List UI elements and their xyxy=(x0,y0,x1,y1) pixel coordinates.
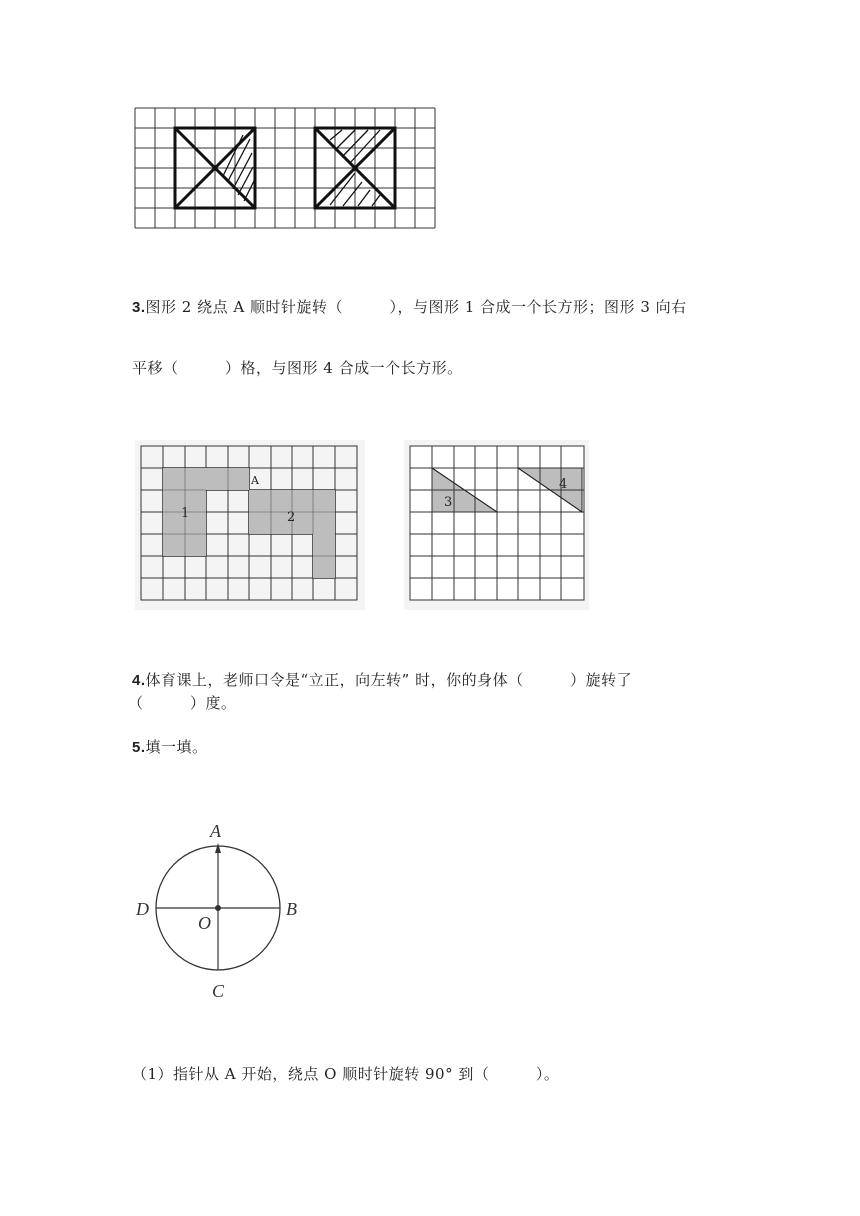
q4-number: 4. xyxy=(132,672,146,689)
q3-number: 3. xyxy=(132,299,146,316)
q3-right-figure xyxy=(404,440,589,610)
q4-text-line1: 体育课上，老师口令是“立正，向左转” 时，你的身体（ ）旋转了 xyxy=(145,671,633,689)
circle-diagram xyxy=(130,815,320,1005)
q3-line2: 平移（ ）格，与图形 4 合成一个长方形。 xyxy=(132,359,463,377)
label-A: A xyxy=(210,821,221,841)
shape-3-label: 3 xyxy=(444,495,453,510)
q4-line1 xyxy=(132,669,632,690)
label-D: D xyxy=(136,899,149,919)
center-point xyxy=(215,905,221,911)
q5-sub1: （1）指针从 A 开始，绕点 O 顺时针旋转 90° 到（ ）。 xyxy=(132,1065,560,1083)
q3-left-figure xyxy=(135,440,365,610)
top-grid-figure xyxy=(130,105,450,235)
shape-1-label: 1 xyxy=(181,506,190,521)
q5-title-text: 填一填。 xyxy=(145,738,208,756)
label-O: O xyxy=(198,913,211,933)
q5-number: 5. xyxy=(132,739,146,756)
label-C: C xyxy=(212,981,225,1001)
point-A-label: A xyxy=(251,474,259,487)
q3-text-line1: 图形 2 绕点 A 顺时针旋转（ ），与图形 1 合成一个长方形；图形 3 向右 xyxy=(145,298,687,316)
shape-2-label: 2 xyxy=(287,510,296,525)
q3-line1 xyxy=(132,296,687,317)
shape-4-label: 4 xyxy=(559,477,568,492)
q5-title xyxy=(132,736,208,757)
q4-line2: （ ）度。 xyxy=(128,694,237,712)
label-B: B xyxy=(286,899,297,919)
